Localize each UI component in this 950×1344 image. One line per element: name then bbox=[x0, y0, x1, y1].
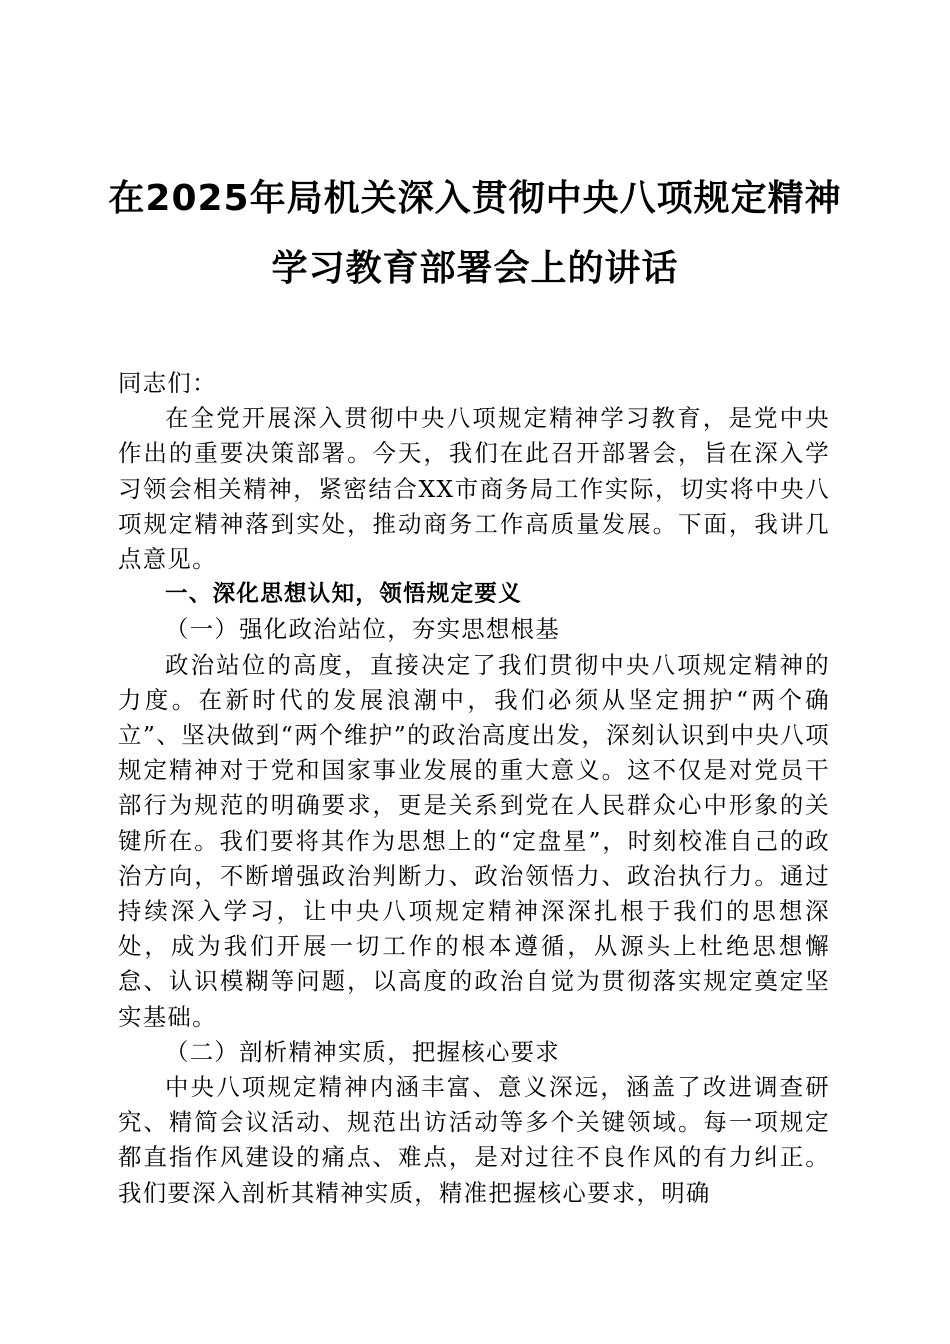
intro-paragraph: 在全党开展深入贯彻中央八项规定精神学习教育，是党中央作出的重要决策部署。今天，我们在此召开部署会，旨在深入学习领会相关精神，紧密结合XX市商务局工作实际，切实将中央八项规定精神落到实处，推动商务工作高质量发展。下面，我讲几点意见。 bbox=[118, 404, 830, 574]
document-title-line-2: 学习教育部署会上的讲话 bbox=[271, 248, 679, 289]
subsection-2-heading: （二）剖析精神实质，把握核心要求 bbox=[165, 1037, 561, 1066]
document-title-line-1: 在2025年局机关深入贯彻中央八项规定精神 bbox=[108, 178, 842, 219]
section-1-heading: 一、深化思想认知，领悟规定要义 bbox=[165, 581, 523, 608]
document-body bbox=[118, 366, 830, 1211]
subsection-2-paragraph: 中央八项规定精神内涵丰富、意义深远，涵盖了改进调查研究、精简会议活动、规范出访活动等多个关键领域。每一项规定都直指作风建设的痛点、难点，是对过往不良作风的有力纠正。我们要深入剖析其精神实质，精准把握核心要求，明确 bbox=[118, 1073, 830, 1207]
subsection-1-paragraph: 政治站位的高度，直接决定了我们贯彻中央八项规定精神的力度。在新时代的发展浪潮中，我们必须从坚定拥护“两个确立”、坚决做到“两个维护”的政治高度出发，深刻认识到中央八项规定精神对于党和国家事业发展的重大意义。这不仅是对党员干部行为规范的明确要求，更是关系到党在人民群众心中形象的关键所在。我们要将其作为思想上的“定盘星”，时刻校准自己的政治方向，不断增强政治判断力、政治领悟力、政治执行力。通过持续深入学习，让中央八项规定精神深深扎根于我们的思想深处，成为我们开展一切工作的根本遵循，从源头上杜绝思想懈怠、认识模糊等问题，以高度的政治自觉为贯彻落实规定奠定坚实基础。 bbox=[118, 650, 830, 1031]
subsection-1-heading: （一）强化政治站位，夯实思想根基 bbox=[165, 615, 561, 644]
salutation: 同志们： bbox=[118, 369, 217, 397]
